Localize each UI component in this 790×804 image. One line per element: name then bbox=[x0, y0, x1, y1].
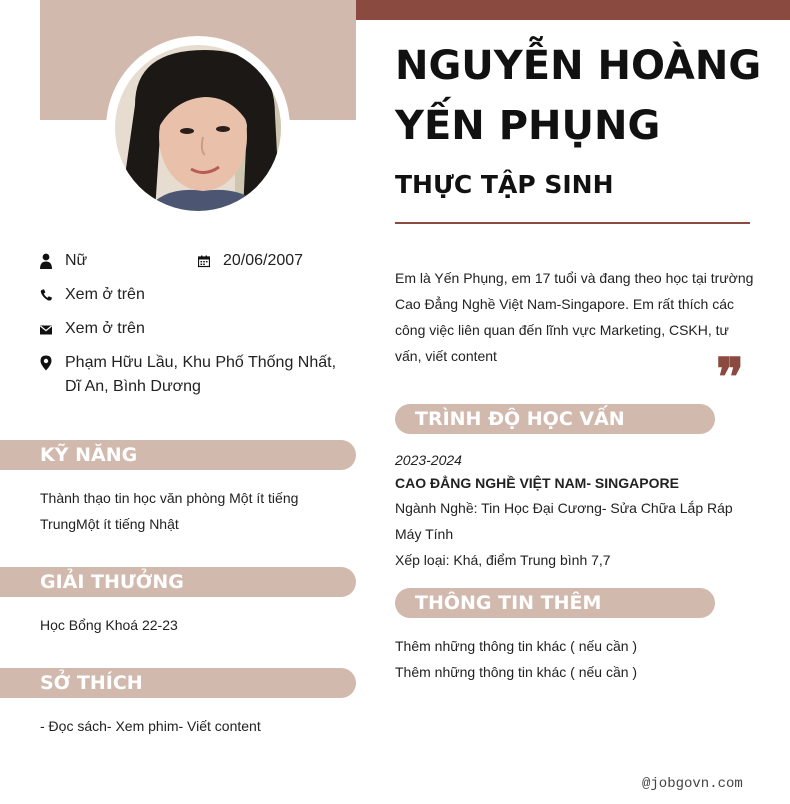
awards-title: GIẢI THƯỞNG bbox=[40, 571, 184, 593]
phone-row bbox=[40, 283, 145, 307]
profile-photo-illustration bbox=[115, 45, 281, 211]
person-icon bbox=[40, 253, 52, 269]
email-value: Xem ở trên bbox=[65, 320, 145, 337]
hobbies-text: - Đọc sách- Xem phim- Viết content bbox=[40, 718, 261, 734]
education-title: TRÌNH ĐỘ HỌC VẤN bbox=[415, 408, 625, 430]
education-major: Ngành Nghề: Tin Học Đại Cương- Sửa Chữa Lắp Ráp Máy Tính bbox=[395, 500, 733, 542]
candidate-name-line1: NGUYỄN HOÀNG bbox=[395, 43, 762, 89]
header-divider bbox=[395, 222, 750, 224]
skills-text: Thành thạo tin học văn phòng Một ít tiếng TrungMột ít tiếng Nhật bbox=[40, 490, 299, 532]
address-value: Phạm Hữu Lầu, Khu Phố Thống Nhất, Dĩ An, Bình Dương bbox=[65, 354, 337, 395]
birthday-row bbox=[198, 249, 303, 273]
about-text: Em là Yến Phụng, em 17 tuổi và đang theo học tại trường Cao Đẳng Nghề Việt Nam-Singapore. Em rất thích các công việc liên quan đến lĩnh vực Marketing, CSKH, tư vấn, viết content bbox=[395, 270, 754, 364]
additional-info-line: Thêm những thông tin khác ( nếu cần ) bbox=[395, 664, 638, 680]
quote-mark-icon: ❞ bbox=[716, 347, 744, 408]
top-accent-bar bbox=[356, 0, 790, 20]
calendar-icon bbox=[198, 253, 210, 269]
phone-icon bbox=[40, 287, 52, 303]
location-pin-icon bbox=[40, 355, 52, 371]
email-row bbox=[40, 317, 145, 341]
hobbies-title: SỞ THÍCH bbox=[40, 672, 143, 694]
gender-value: Nữ bbox=[65, 252, 88, 269]
job-title: THỰC TẬP SINH bbox=[395, 170, 614, 199]
education-school: CAO ĐẲNG NGHỀ VIỆT NAM- SINGAPORE bbox=[395, 475, 679, 491]
education-grade: Xếp loại: Khá, điểm Trung bình 7,7 bbox=[395, 552, 611, 568]
candidate-name-line2: YẾN PHỤNG bbox=[395, 103, 661, 149]
additional-info-title: THÔNG TIN THÊM bbox=[415, 592, 602, 614]
profile-photo bbox=[115, 45, 281, 211]
phone-value: Xem ở trên bbox=[65, 286, 145, 303]
birthday-value: 20/06/2007 bbox=[223, 252, 304, 269]
gender-row bbox=[40, 249, 87, 273]
candidate-name bbox=[395, 36, 775, 156]
skills-title: KỸ NĂNG bbox=[40, 444, 138, 466]
envelope-icon bbox=[40, 321, 52, 337]
education-year: 2023-2024 bbox=[395, 452, 462, 468]
footer-watermark: @jobgovn.com bbox=[642, 776, 743, 792]
address-row bbox=[40, 351, 340, 399]
awards-text: Học Bổng Khoá 22-23 bbox=[40, 617, 178, 633]
additional-info-line: Thêm những thông tin khác ( nếu cần ) bbox=[395, 638, 638, 654]
